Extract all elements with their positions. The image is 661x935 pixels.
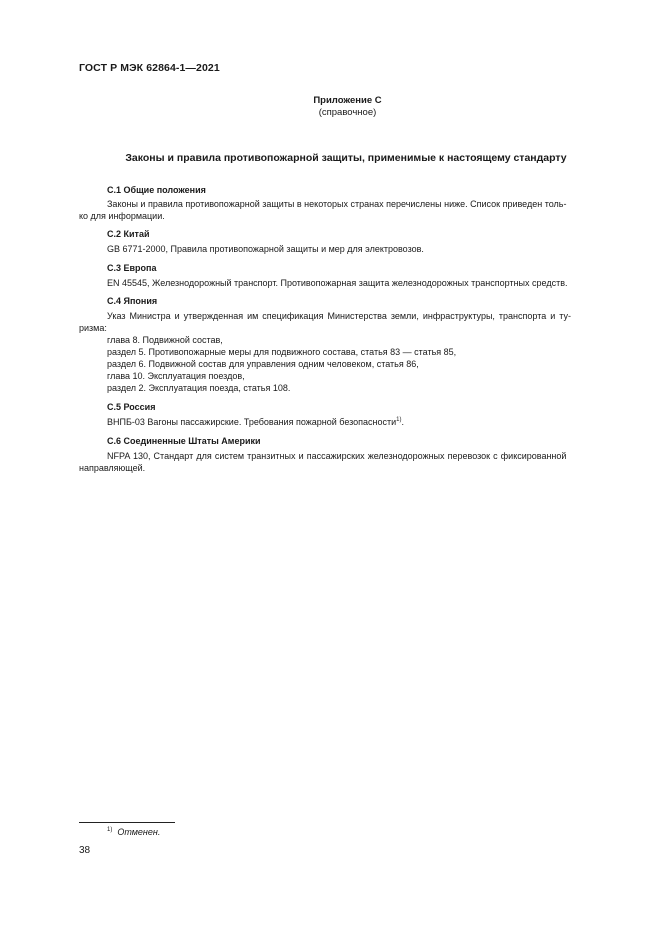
list-item: раздел 5. Противопожарные меры для подвижного состава, статья 83 — статья 85,: [107, 347, 457, 357]
section-europe-text: EN 45545, Железнодорожный транспорт. Противопожарная защита железнодорожных транспортных средств.: [107, 278, 568, 288]
list-item: раздел 6. Подвижной состав для управления одним человеком, статья 86,: [107, 359, 419, 369]
section-russia-text-end: .: [401, 417, 405, 427]
section-heading-russia: С.5 Россия: [107, 402, 156, 412]
document-code-header: ГОСТ Р МЭК 62864-1—2021: [79, 62, 220, 74]
section-china-text: GB 6771-2000, Правила противопожарной защиты и мер для электровозов.: [107, 244, 424, 254]
section-heading-japan: С.4 Япония: [107, 296, 158, 306]
appendix-title: Законы и правила противопожарной защиты, применимые к настоящему стандарту: [125, 152, 567, 164]
footnote-divider: [79, 822, 175, 823]
footnote-reference[interactable]: 1): [396, 417, 402, 423]
footnote-text: Отменен.: [117, 827, 161, 837]
page-number: 38: [79, 845, 91, 856]
section-russia-text-main: ВНПБ-03 Вагоны пассажирские. Требования пожарной безопасности: [107, 417, 397, 427]
section-usa-text-line2: направляющей.: [79, 463, 146, 473]
section-japan-text-line2: ризма:: [79, 323, 107, 333]
footnote: [107, 827, 160, 837]
appendix-label: Приложение С: [313, 95, 382, 106]
section-general-text-line2: ко для информации.: [79, 211, 165, 221]
section-japan-text-line1: Указ Министра и утвержденная им спецификация Министерства земли, инфраструктуры, транспорта и ту-: [107, 311, 571, 321]
list-item: глава 8. Подвижной состав,: [107, 335, 223, 345]
section-russia-text: [107, 416, 404, 428]
section-heading-general: С.1 Общие положения: [107, 185, 206, 195]
section-heading-europe: С.3 Европа: [107, 263, 157, 273]
section-general-text-line1: Законы и правила противопожарной защиты в некоторых странах перечислены ниже. Список приведен толь-: [107, 199, 567, 209]
footnote-mark: 1): [107, 827, 113, 833]
list-item: глава 10. Эксплуатация поездов,: [107, 371, 245, 381]
appendix-kind: (справочное): [318, 107, 377, 118]
list-item: раздел 2. Эксплуатация поезда, статья 108.: [107, 383, 291, 393]
section-usa-text-line1: NFPA 130, Стандарт для систем транзитных и пассажирских железнодорожных перевозок с фиксированной: [107, 451, 567, 461]
section-heading-usa: С.6 Соединенные Штаты Америки: [107, 436, 261, 446]
section-heading-china: С.2 Китай: [107, 229, 150, 239]
